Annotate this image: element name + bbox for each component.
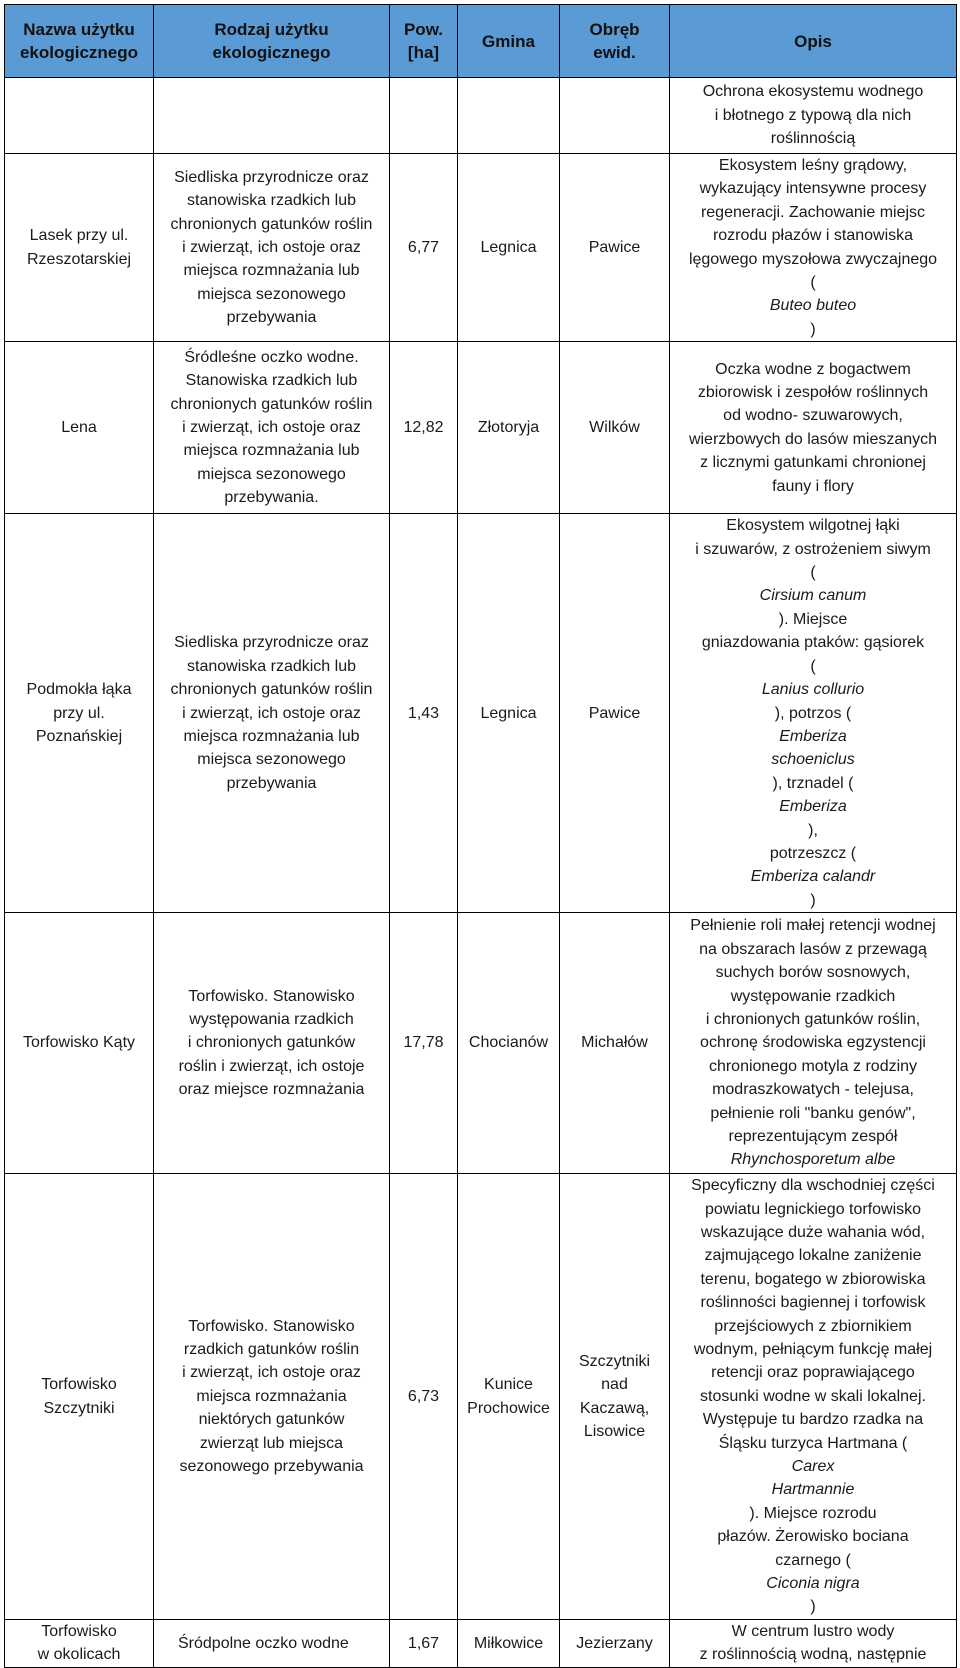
text-line: miejsca rozmnażania lub xyxy=(183,442,360,460)
cell-type xyxy=(154,1174,390,1620)
text-line: Kaczawą, xyxy=(579,1399,650,1417)
text-line: chronionych gatunków roślin xyxy=(170,215,373,233)
text-line: Ekosystem leśny grądowy, xyxy=(718,157,908,174)
table-row xyxy=(5,514,957,913)
text-line: Kunice xyxy=(484,1376,533,1394)
cell-desc: Specyficzny dla wschodniej części powiatu legnickiego torfowisko wskazujące duże wahania wód, zajmującego lokalne zaniżenie terenu, bogatego w zbiorowiska roślinności bagiennej i torfowisk przejściowych z zbiornikiem wodnym, pełniącym funkcję małej retencji oraz poprawiającego stosunki wodne w skali lokalnej. Występuje tu bardzo rzadka na Śląsku turzyca Hartmana ( Carex Hartmannie ). Miejsce rozrodu płazów. Żerowisko bociana czarnego ( Ciconia nigra ) xyxy=(670,1174,957,1620)
text-line: wodnym, pełniącym funkcję małej xyxy=(693,1341,933,1358)
cell-area xyxy=(390,78,458,154)
cell-obreb: Michałów xyxy=(560,913,670,1174)
text-line: i błotnego z typową dla nich xyxy=(714,106,912,124)
cell-desc: Ekosystem wilgotnej łąki i szuwarów, z ostrożeniem siwym ( Cirsium canum ). Miejsce gniazdowania ptaków: gąsiorek ( Lanius collurio ), potrzos ( Emberiza schoeniclus ), trznadel ( Emberiza ), potrzeszcz ( Emberiza calandr ) xyxy=(670,514,957,913)
text-line: powiatu legnickiego torfowisko xyxy=(704,1200,922,1218)
cell-type xyxy=(154,514,390,913)
cell-obreb: Pawice xyxy=(560,514,670,913)
cell-obreb: Jezierzany xyxy=(560,1619,670,1667)
text-line: niektórych gatunków xyxy=(198,1411,345,1429)
text-line: wskazujące duże wahania wód, xyxy=(700,1223,926,1241)
text-line: miejsca sezonowego xyxy=(197,285,346,303)
cell-gmina: Legnica xyxy=(458,154,560,342)
text-line: i zwierząt, ich ostoje oraz xyxy=(182,419,361,437)
text-line: wierzbowych do lasów mieszanych xyxy=(688,430,938,448)
text-line: Torfowisko xyxy=(41,1376,117,1394)
text-line: Oczka wodne z bogactwem xyxy=(715,360,911,378)
cell-desc: Ekosystem leśny grądowy, wykazujący intensywne procesy regeneracji. Zachowanie miejsc rozrodu płazów i stanowiska lęgowego myszołowa zwyczajnego ( Buteo buteo ) xyxy=(670,154,957,342)
text-line: z roślinnością wodną, następnie xyxy=(699,1646,927,1664)
text-line: chronionego motyla z rodziny xyxy=(708,1057,918,1075)
text-line: Szczytniki xyxy=(43,1399,115,1417)
text-line: zwierząt lub miejsca xyxy=(199,1434,344,1452)
cell-area: 17,78 xyxy=(390,913,458,1174)
header-type: Rodzaj użytku ekologicznego xyxy=(154,5,390,78)
text-line: Lisowice xyxy=(583,1422,646,1440)
text-line: przy ul. xyxy=(53,704,105,722)
text-line: Pełnienie roli małej retencji wodnej xyxy=(690,917,936,935)
cell-name xyxy=(5,154,154,342)
cell-desc xyxy=(670,342,957,514)
text-line: Lasek przy ul. xyxy=(29,227,129,245)
text-line: pełnienie roli "banku genów", xyxy=(710,1104,916,1122)
cell-type xyxy=(154,342,390,514)
text-line: od wodno- szuwarowych, xyxy=(723,407,903,425)
text-line: miejsca rozmnażania lub xyxy=(183,727,360,745)
cell-area: 6,73 xyxy=(390,1174,458,1620)
cell-area: 1,67 xyxy=(390,1619,458,1667)
text-line: Podmokła łąka xyxy=(26,681,132,699)
text-line: i zwierząt, ich ostoje oraz xyxy=(182,704,361,722)
text-line: retencji oraz poprawiającego xyxy=(711,1364,915,1382)
text-line: zbiorowisk i zespołów roślinnych xyxy=(697,383,929,401)
text-line: chronionych gatunków roślin xyxy=(170,681,373,699)
header-gmina: Gmina xyxy=(458,5,560,78)
text-line: Specyficzny dla wschodniej części xyxy=(691,1177,935,1195)
header-obreb: Obręb ewid. xyxy=(560,5,670,78)
cell-name xyxy=(5,514,154,913)
text-line: na obszarach lasów z przewagą xyxy=(699,940,927,958)
text-line: Śródleśne oczko wodne. xyxy=(184,348,359,366)
text-line: przejściowych z zbiornikiem xyxy=(714,1317,912,1335)
text-line: przebywania xyxy=(226,309,317,327)
cell-gmina xyxy=(458,78,560,154)
text-line: występowania rzadkich xyxy=(189,1011,354,1029)
cell-area: 1,43 xyxy=(390,514,458,913)
text-line: miejsca rozmnażania xyxy=(196,1387,347,1405)
cell-obreb: Pawice xyxy=(560,154,670,342)
cell-obreb xyxy=(560,78,670,154)
text-line: fauny i flory xyxy=(772,477,854,495)
cell-type xyxy=(154,913,390,1174)
text-line: reprezentującym zespół xyxy=(728,1128,898,1146)
text-line: Występuje tu bardzo rzadka na xyxy=(702,1411,924,1429)
text-line: przebywania xyxy=(226,774,317,792)
cell-name: Torfowisko Kąty xyxy=(5,913,154,1174)
text-line: przebywania. xyxy=(224,489,319,507)
text-line: Stanowiska rzadkich lub xyxy=(185,372,358,390)
header-area: Pow. [ha] xyxy=(390,5,458,78)
text-line: roślin i zwierząt, ich ostoje xyxy=(178,1057,365,1075)
text-line: miejsca rozmnażania lub xyxy=(183,262,360,280)
cell-desc xyxy=(670,78,957,154)
text-line: rozrodu płazów i stanowiska xyxy=(712,227,914,245)
header-opis: Opis xyxy=(670,5,957,78)
text-line: w okolicach xyxy=(37,1646,121,1664)
table-row xyxy=(5,342,957,514)
cell-area: 12,82 xyxy=(390,342,458,514)
text-line: Rzeszotarskiej xyxy=(26,250,132,268)
text-line: zajmującego lokalne zaniżenie xyxy=(704,1247,922,1265)
text-line: ochronę środowiska egzystencji xyxy=(700,1034,926,1052)
cell-name xyxy=(5,78,154,154)
text-line: Poznańskiej xyxy=(35,727,123,745)
table-row xyxy=(5,154,957,342)
text-line: i chronionych gatunków xyxy=(187,1034,356,1052)
text-line: wykazujący intensywne procesy xyxy=(699,180,927,198)
cell-name: Lena xyxy=(5,342,154,514)
text-line: i chronionych gatunków roślin, xyxy=(705,1011,921,1029)
text-line: nad xyxy=(601,1376,628,1394)
ecological-sites-table xyxy=(4,4,957,1668)
text-line: Siedliska przyrodnicze oraz xyxy=(174,634,369,652)
cell-name xyxy=(5,1619,154,1667)
text-line: stanowiska rzadkich lub xyxy=(187,657,356,675)
text-line: Siedliska przyrodnicze oraz xyxy=(174,168,369,186)
text-line: Torfowisko xyxy=(41,1622,117,1640)
text-line: roślinnością xyxy=(770,130,856,148)
text-line: sezonowego przebywania xyxy=(179,1458,364,1476)
cell-desc xyxy=(670,1619,957,1667)
cell-gmina: Chocianów xyxy=(458,913,560,1174)
text-line: i zwierząt, ich ostoje oraz xyxy=(182,1364,361,1382)
cell-gmina: Miłkowice xyxy=(458,1619,560,1667)
text-line: W centrum lustro wody xyxy=(731,1622,895,1640)
text-line: suchych borów sosnowych, xyxy=(715,964,911,982)
text-line: z licznymi gatunkami chronionej xyxy=(700,454,926,472)
cell-type: Śródpolne oczko wodne xyxy=(154,1619,390,1667)
table-header-row xyxy=(5,5,957,78)
text-line: stanowiska rzadkich lub xyxy=(187,192,356,210)
cell-type xyxy=(154,78,390,154)
table-row xyxy=(5,1619,957,1667)
cell-obreb: Wilków xyxy=(560,342,670,514)
text-line: Torfowisko. Stanowisko xyxy=(188,987,355,1005)
cell-gmina: Legnica xyxy=(458,514,560,913)
cell-gmina: Złotoryja xyxy=(458,342,560,514)
table-row xyxy=(5,913,957,1174)
text-line: rzadkich gatunków roślin xyxy=(183,1341,360,1358)
table-row xyxy=(5,1174,957,1620)
cell-obreb xyxy=(560,1174,670,1620)
cell-desc: Pełnienie roli małej retencji wodnej na obszarach lasów z przewagą suchych borów sosnowych, występowanie rzadkich i chronionych gatunków roślin, ochronę środowiska egzystencji chronionego motyla z rodziny modraszkowatych - telejusa, pełnienie roli "banku genów", reprezentującym zespół Rhynchosporetum albe xyxy=(670,913,957,1174)
cell-area: 6,77 xyxy=(390,154,458,342)
header-name: Nazwa użytku ekologicznego xyxy=(5,5,154,78)
text-line: modraszkowatych - telejusa, xyxy=(712,1081,914,1099)
text-line: oraz miejsce rozmnażania xyxy=(178,1081,365,1099)
text-line: lęgowego myszołowa zwyczajnego xyxy=(688,250,938,268)
text-line: stosunki wodne w skali lokalnej. xyxy=(700,1387,926,1405)
text-line: terenu, bogatego w zbiorowiska xyxy=(700,1270,926,1288)
text-line: roślinności bagiennej i torfowisk xyxy=(700,1294,926,1312)
text-line: regeneracji. Zachowanie miejsc xyxy=(700,203,926,221)
table-row xyxy=(5,78,957,154)
text-line: miejsca sezonowego xyxy=(197,751,346,769)
text-line: Torfowisko. Stanowisko xyxy=(188,1317,355,1335)
cell-name xyxy=(5,1174,154,1620)
text-line: chronionych gatunków roślin xyxy=(170,395,373,413)
text-line: Szczytniki xyxy=(578,1352,651,1370)
text-line: Ochrona ekosystemu wodnego xyxy=(702,83,924,101)
text-line: Prochowice xyxy=(467,1399,550,1417)
cell-type xyxy=(154,154,390,342)
text-line: miejsca sezonowego xyxy=(197,465,346,483)
cell-gmina xyxy=(458,1174,560,1620)
text-line: i zwierząt, ich ostoje oraz xyxy=(182,238,361,256)
text-line: występowanie rzadkich xyxy=(730,987,896,1005)
